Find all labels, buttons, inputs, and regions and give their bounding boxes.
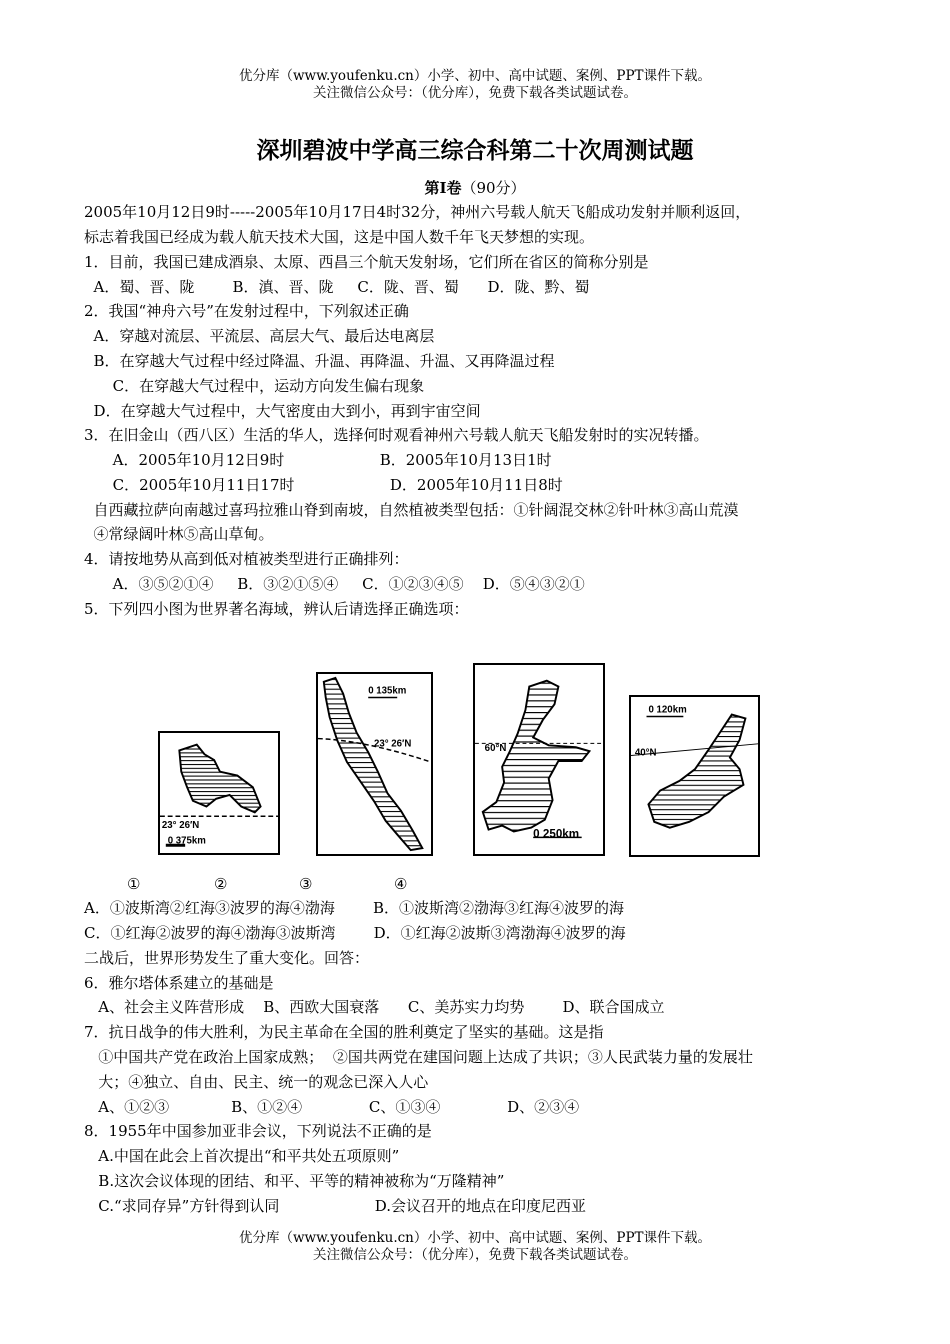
map-3-baltic-sea — [473, 663, 605, 856]
history-intro: 二战后，世界形势发生了重大变化。回答： — [84, 949, 370, 967]
q2-option-d: D．在穿越大气过程中，大气密度由大到小，再到宇宙空间 — [84, 402, 481, 420]
map-1-persian-gulf — [158, 731, 280, 855]
q2-option-a: A．穿越对流层、平流层、高层大气、最后达电离层 — [84, 327, 435, 345]
map-2-scale: 0 135km — [368, 685, 407, 697]
q8-options-cd: C.“求同存异”方针得到认同 D.会议召开的地点在印度尼西亚 — [84, 1197, 586, 1215]
map-label-2: ② — [214, 875, 228, 893]
q2-option-b: B．在穿越大气过程中经过降温、升温、再降温、升温、又再降温过程 — [84, 352, 555, 370]
q1-stem: 1．目前，我国已建成酒泉、太原、西昌三个航天发射场，它们所在省区的简称分别是 — [84, 253, 649, 271]
map-4-bohai-sea — [629, 695, 760, 857]
q5-stem: 5．下列四小图为世界著名海域，辨认后请选择正确选项： — [84, 600, 469, 618]
map-4-scale: 0 120km — [648, 704, 687, 716]
q6-stem: 6．雅尔塔体系建立的基础是 — [84, 974, 274, 992]
footer-line-1: 优分库（www.youfenku.cn）小学、初中、高中试题、案例、PPT课件下载。 — [238, 1230, 712, 1246]
vegetation-intro-2: ④常绿阔叶林⑤高山草甸。 — [84, 525, 274, 543]
header-line-2: 关注微信公众号：（优分库），免费下载各类试题试卷。 — [313, 85, 637, 101]
q7-options: A、①②③ B、①②④ C、①③④ D、②③④ — [84, 1098, 580, 1116]
q4-options: A．③⑤②①④ B．③②①⑤④ C．①②③④⑤ D．⑤④③②① — [84, 575, 585, 593]
section-heading — [0, 178, 950, 198]
q8-option-b: B.这次会议体现的团结、和平、平等的精神被称为“万隆精神” — [84, 1172, 505, 1190]
q8-stem: 8．1955年中国参加亚非会议，下列说法不正确的是 — [84, 1122, 432, 1140]
q7-items-2: 大；④独立、自由、民主、统一的观念已深入人心 — [84, 1073, 429, 1091]
section-score: （90分） — [461, 179, 526, 197]
footer-line-2: 关注微信公众号：（优分库），免费下载各类试题试卷。 — [313, 1247, 637, 1263]
map-2-latitude: 23° 26′N — [374, 738, 412, 750]
q4-stem: 4．请按地势从高到低对植被类型进行正确排列： — [84, 550, 409, 568]
map-1-latitude: 23° 26′N — [161, 819, 200, 831]
q6-options: A、社会主义阵营形成 B、西欧大国衰落 C、美苏实力均势 D、联合国成立 — [84, 998, 665, 1016]
map-label-4: ④ — [394, 875, 408, 893]
map-1-scale: 0 375km — [167, 835, 206, 847]
q2-option-c: C．在穿越大气过程中，运动方向发生偏右现象 — [84, 377, 425, 395]
q8-option-a: A.中国在此会上首次提出“和平共处五项原则” — [84, 1147, 400, 1165]
q3-stem: 3．在旧金山（西八区）生活的华人，选择何时观看神州六号载人航天飞船发射时的实况转播。 — [84, 426, 709, 444]
map-label-1: ① — [127, 875, 141, 893]
q7-items-1: ①中国共产党在政治上国家成熟； ②国共两党在建国问题上达成了共识；③人民武装力量的发展壮 — [84, 1048, 753, 1066]
intro-line-1: 2005年10月12日9时-----2005年10月17日4时32分，神州六号载人航天飞船成功发射并顺利返回， — [84, 203, 751, 221]
q3-options-ab: A．2005年10月12日9时 B．2005年10月13日1时 — [84, 451, 552, 469]
map-3-latitude: 60°N — [484, 743, 507, 755]
map-3-scale: 0 250km — [533, 827, 580, 841]
q5-options-cd: C．①红海②波罗的海④渤海③波斯湾 D．①红海②波斯③湾渤海④波罗的海 — [84, 924, 626, 942]
intro-line-2: 标志着我国已经成为载人航天技术大国，这是中国人数千年飞天梦想的实现。 — [84, 228, 595, 246]
vegetation-intro-1: 自西藏拉萨向南越过喜玛拉雅山脊到南坡，自然植被类型包括：①针阔混交林②针叶林③高山荒漠 — [84, 501, 739, 519]
q3-options-cd: C．2005年10月11日17时 D．2005年10月11日8时 — [84, 476, 563, 494]
q5-options-ab: A．①波斯湾②红海③波罗的海④渤海 B．①波斯湾②渤海③红海④波罗的海 — [84, 899, 625, 917]
q1-options: A．蜀、晋、陇 B．滇、晋、陇 C．陇、晋、蜀 D．陇、黔、蜀 — [84, 278, 590, 296]
header-line-1: 优分库（www.youfenku.cn）小学、初中、高中试题、案例、PPT课件下载。 — [238, 68, 712, 84]
map-2-red-sea — [316, 672, 433, 856]
section-label: 第Ⅰ卷 — [424, 179, 462, 197]
map-4-latitude: 40°N — [634, 747, 657, 759]
q7-stem: 7．抗日战争的伟大胜利，为民主革命在全国的胜利奠定了坚实的基础。这是指 — [84, 1023, 604, 1041]
map-label-3: ③ — [299, 875, 313, 893]
page-title: 深圳碧波中学高三综合科第二十次周测试题 — [256, 137, 694, 164]
q2-stem: 2．我国“神舟六号”在发射过程中，下列叙述正确 — [84, 302, 409, 320]
